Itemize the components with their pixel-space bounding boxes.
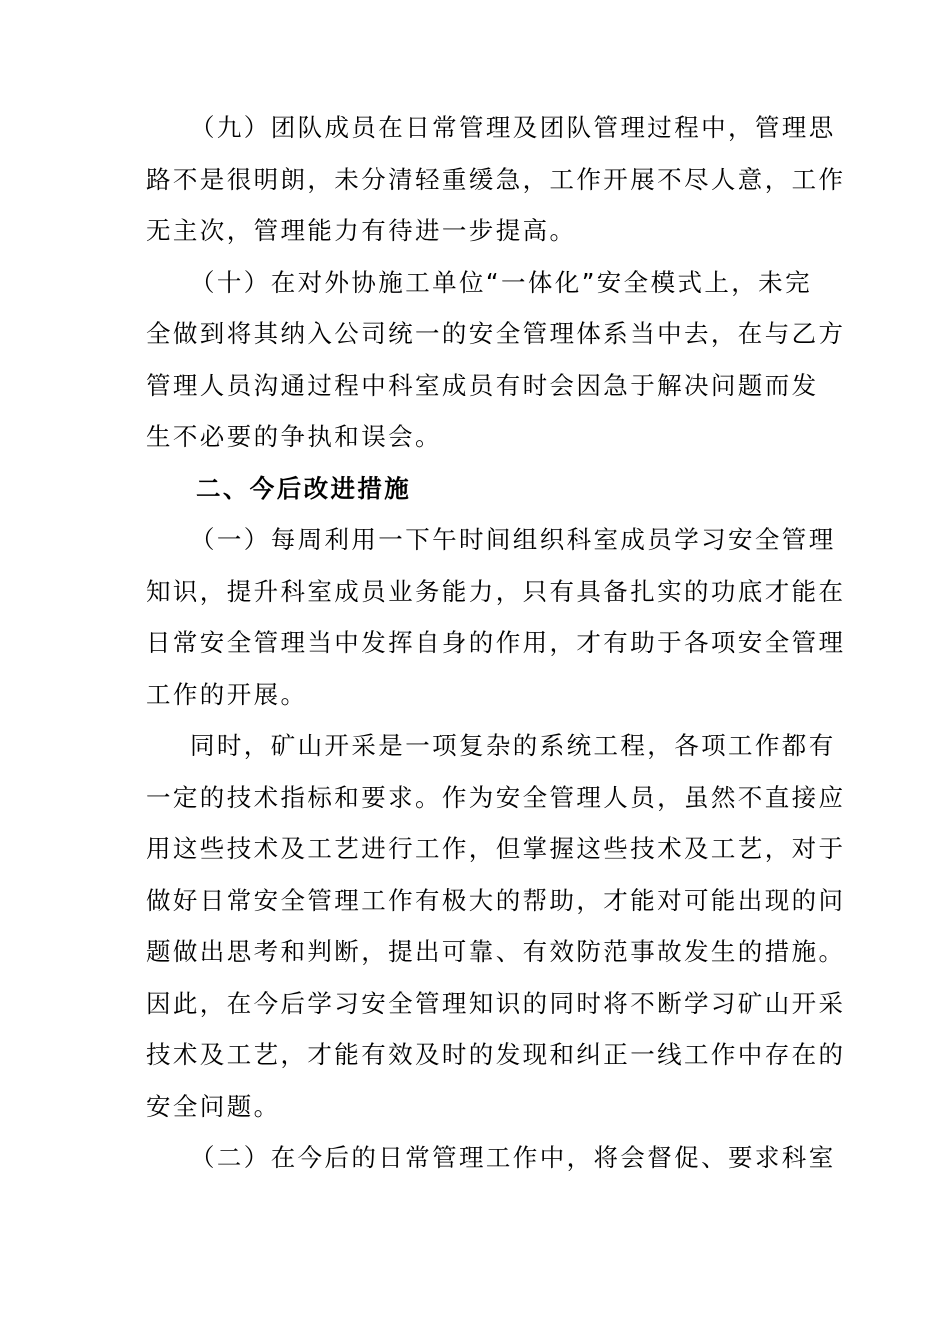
measure-1-detail-line-6: 因此，在今后学习安全管理知识的同时将不断学习矿山开采 [146, 988, 846, 1018]
paragraph-10-line-3: 管理人员沟通过程中科室成员有时会因急于解决问题而发 [146, 370, 819, 400]
measure-1-detail-line-2: 一定的技术指标和要求。作为安全管理人员，虽然不直接应 [146, 782, 846, 812]
measure-1-detail-line-5: 题做出思考和判断，提出可靠、有效防范事故发生的措施。 [146, 937, 846, 966]
measure-2-line-1: （二）在今后的日常管理工作中，将会督促、要求科室 [190, 1143, 836, 1172]
measure-1-line-3: 日常安全管理当中发挥自身的作用，才有助于各项安全管理 [146, 628, 846, 657]
measure-1-detail-line-3: 用这些技术及工艺进行工作，但掌握这些技术及工艺，对于 [146, 834, 846, 863]
paragraph-9-line-2: 路不是很明朗，未分清轻重缓急，工作开展不尽人意，工作 [146, 164, 846, 194]
paragraph-9-line-1: （九）团队成员在日常管理及团队管理过程中，管理思 [190, 113, 836, 142]
measure-1-detail-line-1: 同时，矿山开采是一项复杂的系统工程，各项工作都有 [190, 731, 836, 760]
measure-1-detail-line-8: 安全问题。 [146, 1091, 281, 1121]
section-heading: 二、今后改进措施 [196, 473, 412, 503]
paragraph-10-line-2: 全做到将其纳入公司统一的安全管理体系当中去，在与乙方 [146, 319, 846, 348]
measure-1-detail-line-4: 做好日常安全管理工作有极大的帮助，才能对可能出现的问 [146, 885, 846, 915]
paragraph-10-line-1: （十）在对外协施工单位“一体化”安全模式上，未完 [190, 267, 812, 297]
measure-1-line-4: 工作的开展。 [146, 679, 308, 709]
measure-1-line-1: （一）每周利用一下午时间组织科室成员学习安全管理 [190, 525, 836, 554]
measure-1-line-2: 知识，提升科室成员业务能力，只有具备扎实的功底才能在 [146, 576, 846, 606]
document-body [146, 102, 846, 1184]
paragraph-9-line-3: 无主次，管理能力有待进一步提高。 [146, 216, 577, 245]
measure-1-detail-line-7: 技术及工艺，才能有效及时的发现和纠正一线工作中存在的 [146, 1040, 846, 1069]
paragraph-10-line-4: 生不必要的争执和误会。 [146, 422, 442, 451]
